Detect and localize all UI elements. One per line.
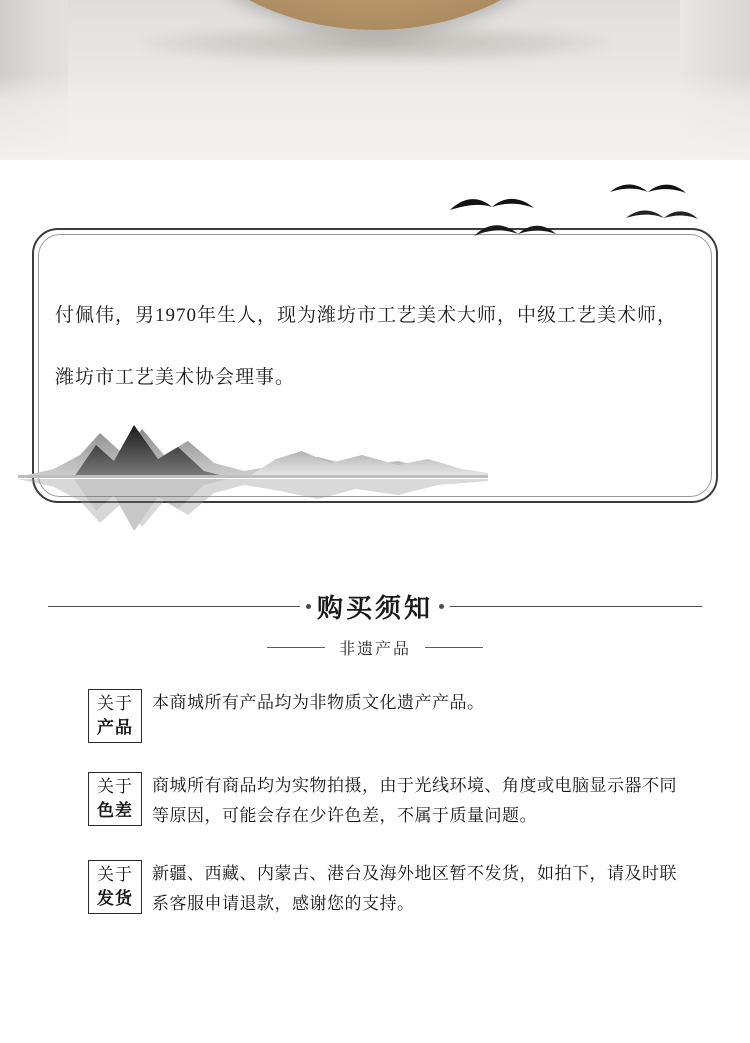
notice-tag-color bbox=[88, 772, 142, 826]
artisan-bio-text: 付佩伟，男1970年生人，现为潍坊市工艺美术大师，中级工艺美术师，潍坊市工艺美术协会理事。 bbox=[55, 305, 678, 388]
notice-tag-top: 关于 bbox=[97, 777, 133, 796]
title-rule-left bbox=[48, 606, 300, 607]
photo-table-surface bbox=[0, 74, 750, 160]
ink-mountains-illustration bbox=[18, 415, 488, 545]
artisan-bio-section bbox=[0, 160, 750, 580]
purchase-notice-header bbox=[0, 584, 750, 674]
notice-item-shipping bbox=[0, 859, 750, 919]
bowl-shadow bbox=[140, 24, 610, 64]
notice-tag-bottom: 色差 bbox=[97, 801, 133, 820]
title-dot-right bbox=[439, 604, 444, 609]
purchase-notice-subtitle: 非遗产品 bbox=[338, 640, 411, 658]
notice-tag-product bbox=[88, 689, 142, 743]
title-dot-left bbox=[306, 604, 311, 609]
notice-subtitle-row bbox=[0, 632, 750, 662]
notice-tag-shipping bbox=[88, 860, 142, 914]
notice-text-shipping: 新疆、西藏、内蒙古、港台及海外地区暂不发货，如拍下，请及时联系客服申请退款，感谢您的支持。 bbox=[152, 864, 677, 913]
notice-text-color: 商城所有商品均为实物拍摄，由于光线环境、角度或电脑显示器不同等原因，可能会存在少许色差，不属于质量问题。 bbox=[152, 776, 677, 825]
notice-item-product bbox=[0, 688, 750, 743]
flying-birds-icon bbox=[440, 174, 720, 269]
notice-tag-bottom: 产品 bbox=[97, 718, 133, 737]
subtitle-rule-left bbox=[267, 647, 325, 648]
product-photo-band bbox=[0, 0, 750, 160]
notice-tag-bottom: 发货 bbox=[97, 889, 133, 908]
notice-tag-top: 关于 bbox=[97, 694, 133, 713]
notice-tag-top: 关于 bbox=[97, 865, 133, 884]
notice-text-product: 本商城所有产品均为非物质文化遗产产品。 bbox=[152, 693, 485, 712]
purchase-notice-list bbox=[0, 674, 750, 919]
title-rule-right bbox=[450, 606, 702, 607]
notice-item-color bbox=[0, 771, 750, 831]
subtitle-rule-right bbox=[425, 647, 483, 648]
purchase-notice-title: 购买须知 bbox=[316, 593, 433, 623]
notice-title-row bbox=[0, 584, 750, 628]
